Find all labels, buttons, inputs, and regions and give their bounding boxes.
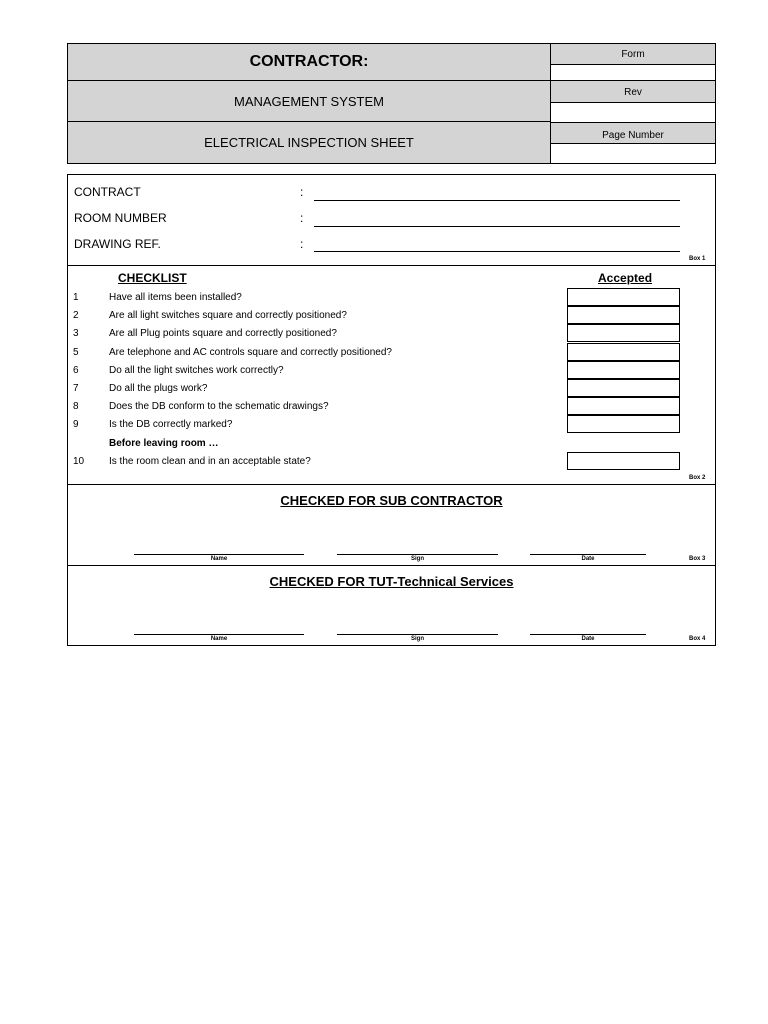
accepted-checkbox[interactable] [567, 415, 680, 433]
drawing-ref-field[interactable] [314, 251, 680, 252]
item-number: 5 [73, 347, 79, 358]
page-number-label: Page Number [551, 123, 715, 144]
drawing-ref-label: DRAWING REF. [74, 237, 161, 251]
sub-contractor-sign-field[interactable] [337, 554, 498, 555]
contract-field[interactable] [314, 200, 680, 201]
management-system-heading: MANAGEMENT SYSTEM [68, 81, 550, 122]
item-number: 1 [73, 292, 79, 303]
sheet-title: ELECTRICAL INSPECTION SHEET [204, 135, 414, 150]
item-number: 6 [73, 365, 79, 376]
box-4-tag: Box 4 [689, 636, 706, 642]
drawing-ref-colon: : [300, 237, 304, 251]
sub-contractor-date-field[interactable] [530, 554, 646, 555]
page-number-field[interactable] [551, 144, 715, 163]
box-3-tag: Box 3 [689, 556, 706, 562]
item-text: Is the room clean and in an acceptable state? [109, 456, 311, 467]
contract-label: CONTRACT [74, 185, 141, 199]
item-number: 7 [73, 383, 79, 394]
inspection-body [67, 174, 716, 646]
item-text: Are telephone and AC controls square and correctly positioned? [109, 347, 392, 358]
tut-name-field[interactable] [134, 634, 304, 635]
divider [68, 265, 715, 266]
date-caption: Date [581, 556, 595, 562]
sub-contractor-heading: CHECKED FOR SUB CONTRACTOR [280, 493, 503, 508]
item-number: 10 [73, 456, 85, 467]
item-text: Do all the light switches work correctly? [109, 365, 284, 376]
rev-label: Rev [551, 81, 715, 103]
checklist-heading: CHECKLIST [118, 271, 187, 285]
form-label: Form [551, 44, 715, 65]
box-1-tag: Box 1 [689, 256, 706, 262]
accepted-checkbox[interactable] [567, 288, 680, 306]
tut-sign-field[interactable] [337, 634, 498, 635]
accepted-checkbox[interactable] [567, 452, 680, 470]
sign-caption: Sign [411, 556, 424, 562]
header-meta [550, 44, 715, 163]
item-text: Do all the plugs work? [109, 383, 208, 394]
item-number: 2 [73, 310, 79, 321]
tut-date-field[interactable] [530, 634, 646, 635]
name-caption: Name [210, 636, 228, 642]
item-text: Are all light switches square and correctly positioned? [109, 310, 347, 321]
accepted-checkbox[interactable] [567, 306, 680, 324]
contract-colon: : [300, 185, 304, 199]
before-leaving-subheading: Before leaving room … [109, 438, 219, 449]
item-text: Is the DB correctly marked? [109, 419, 233, 430]
accepted-heading: Accepted [598, 271, 653, 285]
item-text: Are all Plug points square and correctly positioned? [109, 328, 337, 339]
box-2-tag: Box 2 [689, 475, 706, 481]
item-text: Have all items been installed? [109, 292, 242, 303]
contractor-heading: CONTRACTOR: [68, 44, 550, 81]
sign-caption: Sign [411, 636, 424, 642]
divider [68, 565, 715, 566]
item-number: 8 [73, 401, 79, 412]
item-number: 9 [73, 419, 79, 430]
accepted-checkbox[interactable] [567, 343, 680, 361]
room-number-colon: : [300, 211, 304, 225]
accepted-checkbox[interactable] [567, 324, 680, 342]
accepted-checkbox[interactable] [567, 379, 680, 397]
sub-contractor-name-field[interactable] [134, 554, 304, 555]
accepted-checkbox[interactable] [567, 397, 680, 415]
divider [68, 484, 715, 485]
form-value-field[interactable] [551, 65, 715, 81]
accepted-checkbox[interactable] [567, 361, 680, 379]
form-header [67, 43, 716, 164]
name-caption: Name [210, 556, 228, 562]
item-number: 3 [73, 328, 79, 339]
room-number-field[interactable] [314, 226, 680, 227]
date-caption: Date [581, 636, 595, 642]
room-number-label: ROOM NUMBER [74, 211, 167, 225]
rev-value-field[interactable] [551, 103, 715, 123]
tut-heading: CHECKED FOR TUT-Technical Services [269, 574, 514, 589]
item-text: Does the DB conform to the schematic drawings? [109, 401, 329, 412]
